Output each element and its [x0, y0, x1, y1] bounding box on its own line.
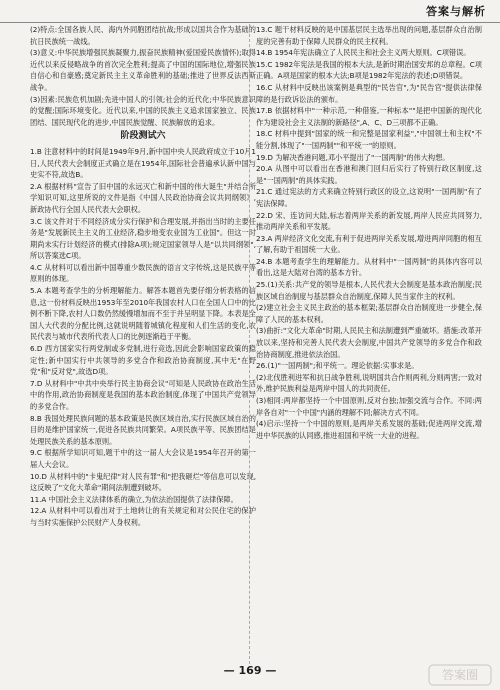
answer-item: 14.B 1954年宪法确立了人民民主和社会主义两大原则。C项错误。: [256, 48, 471, 58]
answer-item: 19.D 为解决香港问题,邓小平提出了"一国两制"的伟大构想。: [256, 152, 450, 162]
header-title: 答案与解析: [426, 5, 486, 18]
answer-item: 4.C 从材料可以看出新中国尊重少数民族的语言文字传统,这是民族平等原则的体现。: [30, 262, 256, 284]
answer-item: 18.C 材料中提到"国家的统一和完整是国家利益","中国领土和主权"不能分割,体现了"一国两制""和平统一"的原则。: [256, 129, 482, 150]
answer-item: 15.C 1982年宪法是我国的根本大法,是新时期治国安邦的总章程。C项正确。A项是国家的根本大法;B项是1982年宪法的表述;D项错误。: [256, 59, 482, 81]
answer-item: 6.D 西方国家实行两党制或多党制,进行竞选,因此会影响国家政策的稳定性;新中国实行中共领导的多党合作和政治协商制度,其中无"在野党"和"反对党",故选D项。: [30, 344, 256, 377]
answer-item: 1.B 注意材料中的时间是1949年9月,新中国中央人民政府成立于10月1日,人民代表大会制度正式确立是在1954年,国际社会普遍承认新中国与史实不符,故选B。: [30, 146, 256, 180]
answer-item: 26.(1)"一国两制";和平统一。理论依据:实事求是。: [256, 361, 419, 371]
answer-item: 11.A 中国社会主义法律体系的确立,为依法治国提供了法律保障。: [30, 494, 238, 504]
answer-item: 3.C 该文件对于不同经济成分实行保护和合理发展,并指出当时的主要任务是"发展新民主主义的工业经济,稳步地变农业国为工业国"。但这一时期尚未实行计划经济的模式(排除A项);规定国家领导人是"以共同纲领",所以答案选C项。: [30, 216, 256, 261]
answer-item: (2)北伐胜利进军和抗日战争胜利,说明国共合作则两利,分则两害;一致对外,维护民族利益是两岸中国人的共同责任。: [256, 372, 482, 394]
svg-text:答案圈: 答案圈: [441, 668, 479, 682]
answer-item: 8.B 我国处理民族问题的基本政策是民族区域自治,实行民族区域自治的目的是维护国家统一,促进各民族共同繁荣。A项民族平等、民族团结是处理民族关系的基本原则。: [30, 413, 256, 446]
answer-item: 13.C 题干材料反映的是中国基层民主选举出现的问题,基层群众自治制度的完善有助于保障人民群众的民主权利。: [256, 25, 482, 46]
answer-item: 25.(1)关系:共产党的领导是根本,人民代表大会制度是基本政治制度;民族区域自治制度与基层群众自治制度,保障人民当家作主的权利。: [256, 280, 482, 301]
right-column: [256, 24, 482, 441]
answer-item: 2.A 根据材料"宣告了旧中国的永远灭亡和新中国的伟大诞生"并结合所学知识可知,这里所说的文件是指《中国人民政治协商会议共同纲领》,新政协代行全国人民代表大会职权。: [30, 181, 256, 214]
column-divider: [249, 24, 250, 664]
answer-item: 21.C 通过宪法的方式来确立特别行政区的设立,这说明"一国两制"有了宪法保障。: [256, 187, 482, 208]
answer-item: 22.D 宋、连访问大陆,标志着两岸关系的新发展,两岸人民应共同努力,推动两岸关系和平发展。: [256, 210, 482, 232]
answer-item: 16.C 从材料中反映出该案例是典型的"民告官",为"民告官"提供法律保障的是行政诉讼法的颁布。: [256, 82, 482, 104]
answer-paragraph: (3)意义:中华民族增强民族凝聚力,振奋民族精神(爱国爱民族情怀);取得近代以来反侵略战争的首次完全胜利;提高了中国的国际地位,增强民族自信心和自豪感;奠定新民主主义革命胜利的基础;推进了世界反法西斯战争。: [30, 48, 256, 92]
answer-item: 20.A 从图中可以看出在香港和澳门回归后实行了特别行政区制度,这是"一国两制"的具体实践。: [256, 164, 482, 185]
section-title: 阶段测试六: [120, 131, 166, 142]
answer-item: 12.A 从材料中可以看出对于土地转让的有关规定和对公民住宅的保护与当时实施保护公民财产人身权利。: [30, 506, 256, 527]
answer-item: (4)启示:坚持一个中国的原则,是两岸关系发展的基础;促进两岸交流,增进中华民族的认同感,推进祖国和平统一大业的进程。: [256, 419, 482, 440]
left-column: [30, 24, 256, 529]
page-header: [0, 0, 500, 23]
answer-item: 5.A 本题考查学生的分析理解能力。解答本题首先要仔细分析表格的信息,这一份材料反映出1953年至2010年我国农村人口在全国人口中的比例不断下降,农村人口数仍然缓慢增加而不至于并呈明显下降。本表是全国人大代表的分配比例,这就说明随着城镇化程度和人们生活的变化,农民代表与城市代表所代表人口的比例逐渐趋于平衡。: [30, 286, 256, 342]
answer-item: 23.A 两岸经济文化交流,有利于促进两岸关系发展,增进两岸同胞的相互了解,有助于祖国统一大业。: [256, 233, 482, 255]
answer-item: 9.C 根据所学知识可知,题干中的这一届人大会议是1954年召开的第一届人大会议。: [30, 448, 256, 469]
answer-item: (3)曲折:"文化大革命"时期,人民民主和法制遭到严重破坏。措施:改革开放以来,坚持和完善人民代表大会制度,中国共产党领导的多党合作和政治协商制度,推进依法治国。: [256, 326, 482, 359]
page-number: — 169 —: [223, 664, 277, 677]
watermark-logo: [428, 664, 492, 686]
answer-item: 24.B 本题考查学生的理解能力。从材料中"一国两制"的具体内容可以看出,这是大陆对台湾的基本方针。: [256, 256, 482, 278]
page-number-value: 169: [238, 664, 262, 677]
answer-item: (3)相同:两岸都坚持一个中国原则,反对台独;加强交流与合作。不同:两岸各自对"一个中国"内涵的理解不同;解决方式不同。: [256, 396, 482, 417]
answer-item: (2)建立社会主义民主政治的基本框架;基层群众自治制度进一步健全,保障了人民的基本权利。: [256, 303, 482, 324]
answer-item: 10.D 从材料中的"卡鬼纪律"对人民有罪"和"把我砸烂"等信息可以发现,这反映了"文化大革命"期间法制遭到破坏。: [30, 471, 256, 493]
answer-item: 17.B 依据材料中"一种示范,一种借鉴,一种标本""是把中国新的现代化作为建设社会主义法制的新路径",A、C、D三项都不正确。: [256, 106, 482, 127]
answer-paragraph: (2)特点:全国各族人民、海内外同胞团结抗战;形成以国共合作为基础的抗日民族统一战线。: [30, 25, 256, 46]
answer-paragraph: (3)因素:民族危机加剧;先进中国人的引领;社会的近代化;中华民族意识的觉醒;国际环境变化。近代以来,中国的民族主义追求国家独立、民族团结、国民现代化的进步,中国民族觉醒、民族解放的追求。: [30, 94, 256, 127]
answer-item: 7.D 从材料中"中共中央举行民主协商会议"可知是人民政协在政治生活中的作用,政治协商制度是我国的基本政治制度,体现了中国共产党领导的多党合作。: [30, 378, 256, 411]
